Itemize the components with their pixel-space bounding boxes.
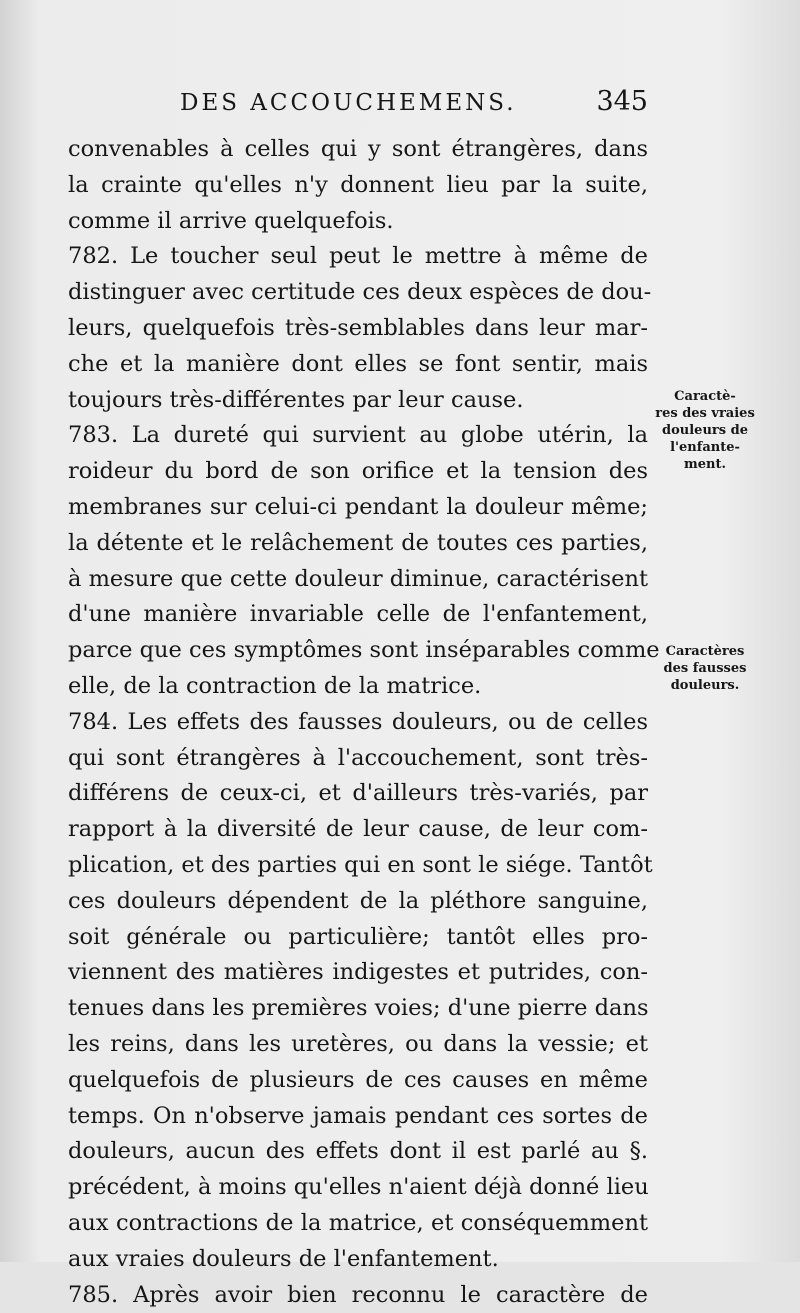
- text-line: 784. Les effets des fausses douleurs, ou de celles: [68, 705, 648, 741]
- text-line: aux vraies douleurs de l'enfantement.: [68, 1242, 648, 1278]
- text-line: quelquefois de plusieurs de ces causes en même: [68, 1063, 648, 1099]
- text-line: d'une manière invariable celle de l'enfantement,: [68, 597, 648, 633]
- margin-note-line: douleurs de: [650, 422, 760, 439]
- margin-note-line: Caractères: [650, 643, 760, 660]
- body-text: [68, 132, 648, 1313]
- text-line: viennent des matières indigestes et putrides, con-: [68, 955, 648, 991]
- text-line: parce que ces symptômes sont inséparables comme: [68, 633, 648, 669]
- margin-note-line: des fausses: [650, 660, 760, 677]
- margin-note-line: res des vraies: [650, 405, 760, 422]
- text-line: che et la manière dont elles se font sentir, mais: [68, 347, 648, 383]
- text-line: roideur du bord de son orifice et la tension des: [68, 454, 648, 490]
- margin-note-false-pains: [650, 643, 760, 694]
- margin-note-line: ment.: [650, 456, 760, 473]
- text-line: temps. On n'observe jamais pendant ces sortes de: [68, 1099, 648, 1135]
- text-line: la crainte qu'elles n'y donnent lieu par la suite,: [68, 168, 648, 204]
- margin-note-line: Caractè-: [650, 388, 760, 405]
- text-line: 782. Le toucher seul peut le mettre à même de: [68, 239, 648, 275]
- text-line: convenables à celles qui y sont étrangères, dans: [68, 132, 648, 168]
- text-line: comme il arrive quelquefois.: [68, 204, 648, 240]
- text-line: soit générale ou particulière; tantôt elles pro-: [68, 920, 648, 956]
- text-line: leurs, quelquefois très-semblables dans leur mar-: [68, 311, 648, 347]
- text-line: rapport à la diversité de leur cause, de leur com-: [68, 812, 648, 848]
- text-line: tenues dans les premières voies; d'une pierre dans: [68, 991, 648, 1027]
- text-line: toujours très-différentes par leur cause.: [68, 383, 648, 419]
- text-line: aux contractions de la matrice, et conséquemment: [68, 1206, 648, 1242]
- margin-note-true-pains: [650, 388, 760, 473]
- text-line: à mesure que cette douleur diminue, caractérisent: [68, 562, 648, 598]
- running-header: [170, 90, 650, 130]
- text-line: précédent, à moins qu'elles n'aient déjà donné lieu: [68, 1170, 648, 1206]
- text-line: les reins, dans les uretères, ou dans la vessie; et: [68, 1027, 648, 1063]
- text-line: 785. Après avoir bien reconnu le caractère de: [68, 1278, 648, 1313]
- text-line: différens de ceux-ci, et d'ailleurs très-variés, par: [68, 776, 648, 812]
- text-line: 783. La dureté qui survient au globe utérin, la: [68, 418, 648, 454]
- text-line: la détente et le relâchement de toutes ces parties,: [68, 526, 648, 562]
- text-line: plication, et des parties qui en sont le siége. Tantôt: [68, 848, 648, 884]
- running-title: DES ACCOUCHEMENS.: [180, 90, 517, 116]
- margin-note-line: douleurs.: [650, 677, 760, 694]
- text-line: membranes sur celui-ci pendant la douleur même;: [68, 490, 648, 526]
- text-line: distinguer avec certitude ces deux espèces de dou-: [68, 275, 648, 311]
- page-number: 345: [596, 86, 648, 117]
- margin-note-line: l'enfante-: [650, 439, 760, 456]
- text-line: ces douleurs dépendent de la pléthore sanguine,: [68, 884, 648, 920]
- text-line: douleurs, aucun des effets dont il est parlé au §.: [68, 1134, 648, 1170]
- text-line: qui sont étrangères à l'accouchement, sont très-: [68, 741, 648, 777]
- text-line: elle, de la contraction de la matrice.: [68, 669, 648, 705]
